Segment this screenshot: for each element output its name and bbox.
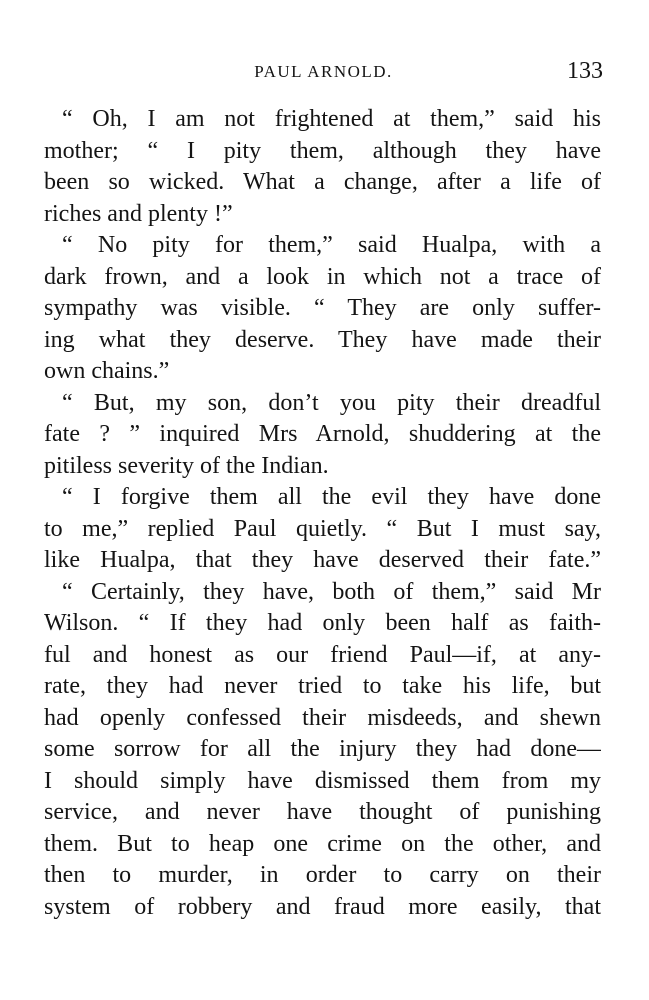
text-line: “ But, my son, don’t you pity their dreadful (62, 389, 601, 416)
text-line: some sorrow for all the injury they had done— (44, 736, 601, 762)
text-line: then to murder, in order to carry on their (44, 862, 601, 888)
text-line: sympathy was visible. “ They are only suffer- (44, 295, 601, 321)
text-line: “ Certainly, they have, both of them,” said Mr (62, 578, 601, 605)
page-number: 133 (567, 58, 603, 84)
running-head (44, 58, 603, 88)
text-line: them. But to heap one crime on the other, and (44, 830, 601, 857)
text-line: Wilson. “ If they had only been half as faith- (44, 610, 601, 636)
text-line: service, and never have thought of punishing (44, 799, 601, 825)
text-line: system of robbery and fraud more easily, that (44, 893, 601, 920)
text-line: to me,” replied Paul quietly. “ But I must say, (44, 515, 601, 542)
body-text (44, 104, 601, 923)
running-title: PAUL ARNOLD. (254, 62, 393, 81)
text-line: ing what they deserve. They have made their (44, 326, 601, 353)
text-line: been so wicked. What a change, after a life of (44, 169, 601, 195)
text-line: dark frown, and a look in which not a trace of (44, 263, 601, 290)
text-line: mother; “ I pity them, although they have (44, 137, 601, 164)
text-line: had openly confessed their misdeeds, and shewn (44, 704, 601, 731)
text-line: fate ? ” inquired Mrs Arnold, shuddering at the (44, 421, 601, 447)
text-line: riches and plenty !” (44, 200, 233, 227)
text-line: I should simply have dismissed them from my (44, 767, 601, 794)
text-line: “ I forgive them all the evil they have done (62, 484, 601, 510)
text-line: ful and honest as our friend Paul—if, at any- (44, 641, 601, 668)
text-line: “ No pity for them,” said Hualpa, with a (62, 232, 601, 258)
text-line: rate, they had never tried to take his life, but (44, 673, 601, 699)
text-line: own chains.” (44, 358, 170, 384)
text-line: pitiless severity of the Indian. (44, 452, 329, 479)
text-line: like Hualpa, that they have deserved their fate.” (44, 547, 601, 573)
text-line: “ Oh, I am not frightened at them,” said his (62, 106, 601, 132)
